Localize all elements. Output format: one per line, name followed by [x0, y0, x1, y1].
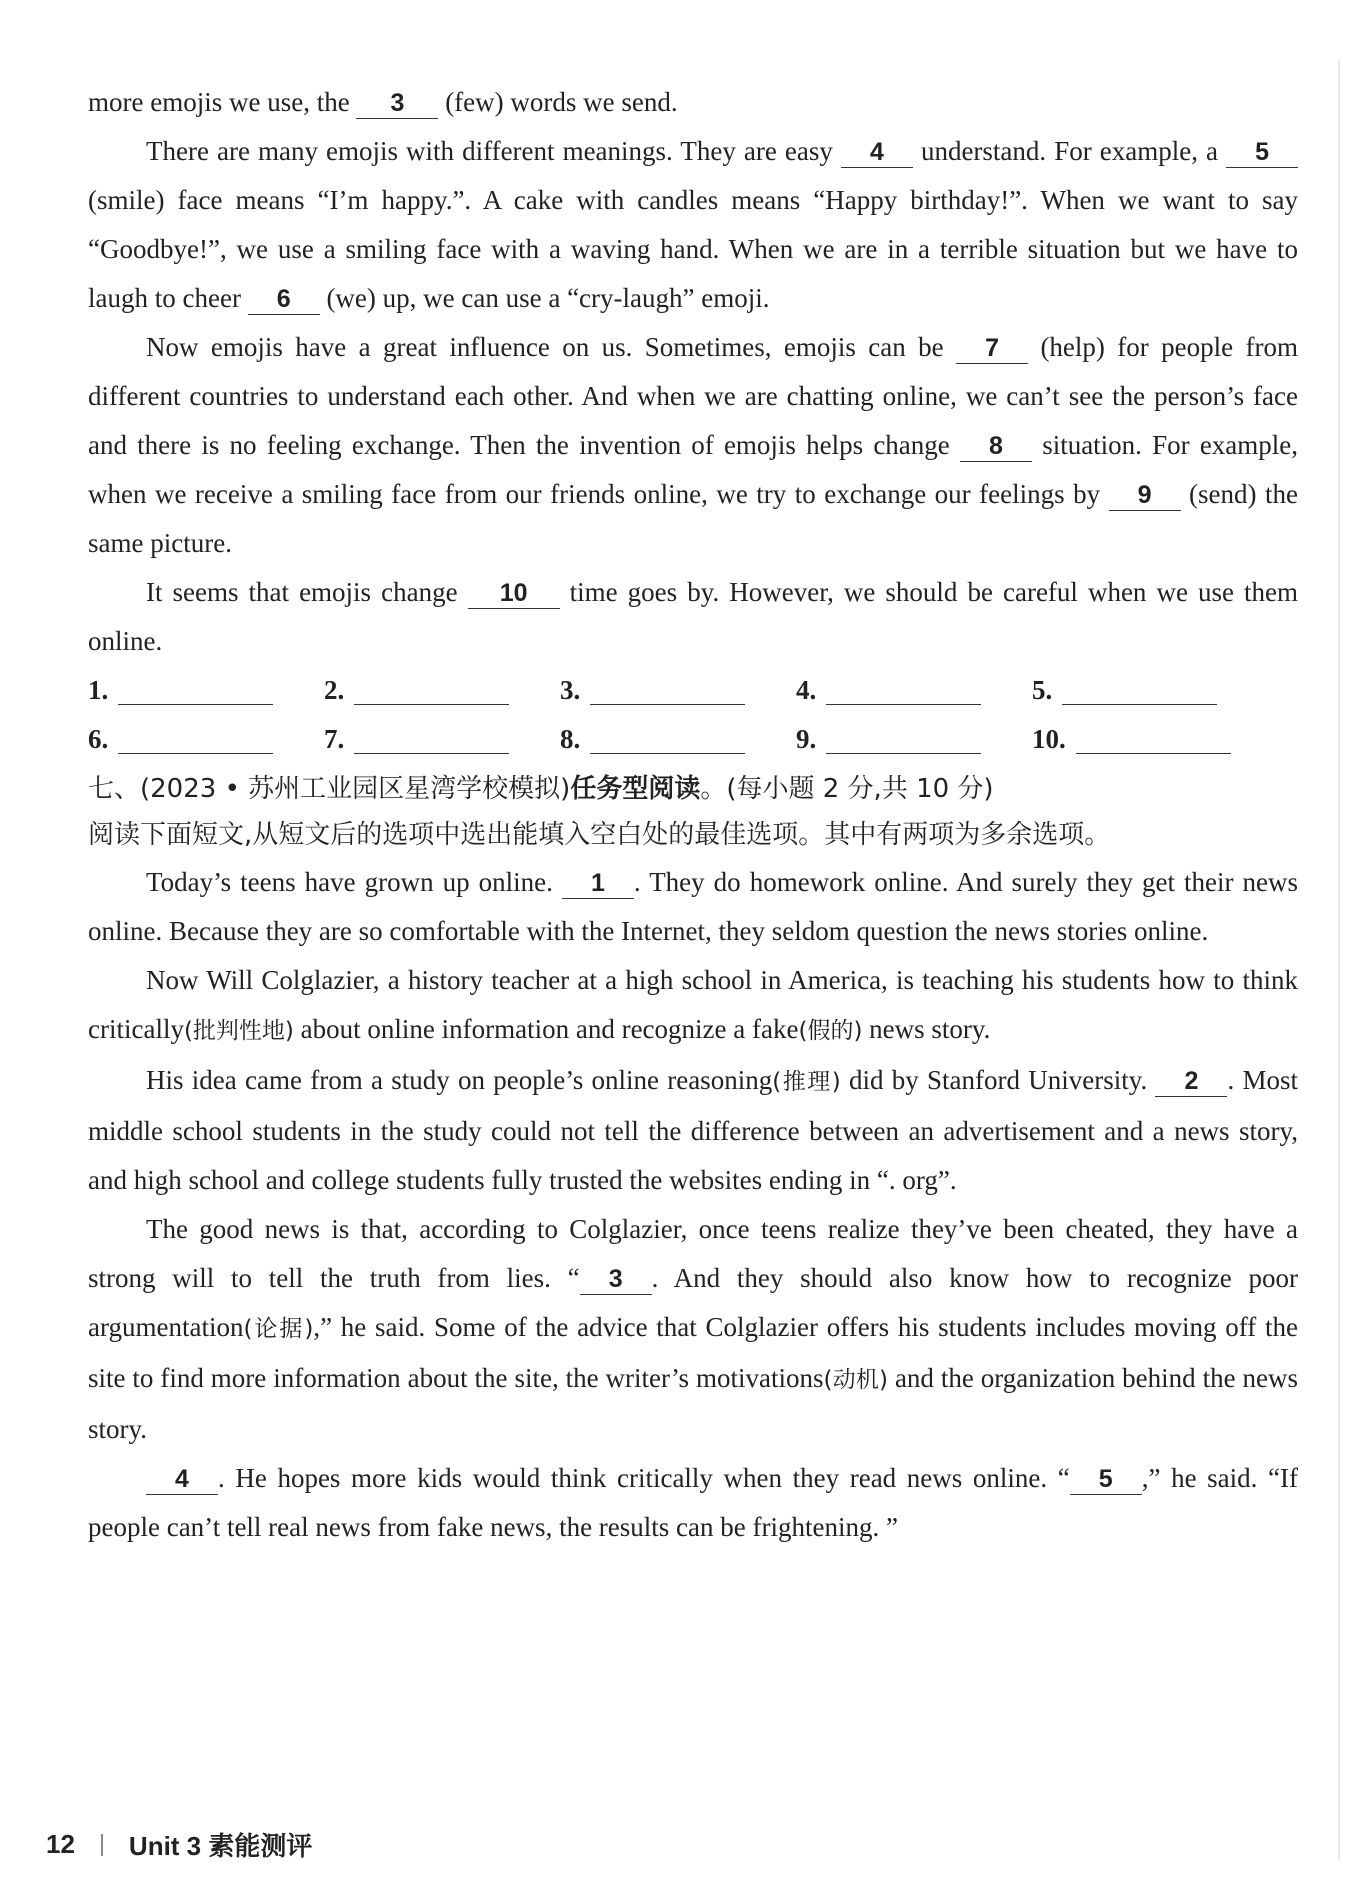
- chinese-gloss: (假的): [798, 1018, 863, 1044]
- answer-slot[interactable]: [560, 715, 796, 764]
- paragraph-7-4: [88, 1205, 1298, 1454]
- text: (help) for people from different countries to understand each other. And when we are chatting online, we can’t see the person’s face and there is no feeling exchange. Then the invention of emojis helps change: [88, 332, 1299, 460]
- paragraph-6-3: [88, 323, 1298, 568]
- section-title-prefix: 七、(2023 • 苏州工业园区星湾学校模拟): [88, 774, 571, 804]
- text: understand. For example, a: [920, 136, 1218, 166]
- answer-line[interactable]: [1076, 723, 1231, 754]
- text: Now Will Colglazier, a history teacher at a high school in America, is teaching his students how to think critically: [88, 965, 1298, 1044]
- chinese-gloss: (推理): [772, 1069, 841, 1095]
- answer-slot[interactable]: [1032, 666, 1268, 715]
- answer-line[interactable]: [118, 674, 273, 705]
- footer-divider: [101, 1834, 103, 1856]
- answer-label: 6.: [88, 724, 109, 754]
- answer-line[interactable]: [354, 674, 509, 705]
- chinese-gloss: (论据): [243, 1316, 314, 1342]
- answer-slot[interactable]: [88, 715, 324, 764]
- blank-6-8: 8: [960, 431, 1032, 462]
- paragraph-7-3: [88, 1056, 1298, 1205]
- chinese-gloss: (批判性地): [183, 1018, 294, 1044]
- answer-label: 5.: [1032, 675, 1053, 705]
- text: (few) words we send.: [445, 87, 678, 117]
- blank-7-3: 3: [580, 1264, 652, 1295]
- answer-line[interactable]: [826, 723, 981, 754]
- text: It seems that emojis change: [146, 577, 458, 607]
- text: time goes by. However, we should be careful when we use them online.: [88, 577, 1299, 656]
- text: . He hopes more kids would think critically when they read news online. “: [218, 1463, 1070, 1493]
- text: The good news is that, according to Colglazier, once teens realize they’ve been cheated, they have a strong will to tell the truth from lies. “: [88, 1214, 1298, 1293]
- text: Today’s teens have grown up online.: [146, 867, 553, 897]
- answer-line[interactable]: [826, 674, 981, 705]
- text: (smile) face means “I’m happy.”. A cake with candles means “Happy birthday!”. When we want to say “Goodbye!”, we use a smiling face with a waving hand. When we are in a terrible situation but we have to laugh to cheer: [88, 185, 1298, 313]
- section-7-instruction: 阅读下面短文,从短文后的选项中选出能填入空白处的最佳选项。其中有两项为多余选项。: [88, 820, 1111, 850]
- blank-7-1: 1: [562, 868, 634, 899]
- answer-label: 4.: [796, 675, 817, 705]
- text: (send) the same picture.: [88, 479, 1298, 558]
- answer-row-2: [88, 715, 1298, 764]
- text: . They do homework online. And surely they get their news online. Because they are so comfortable with the Internet, they seldom question the news stories online.: [88, 867, 1298, 946]
- answer-slot[interactable]: [324, 666, 560, 715]
- answer-slot[interactable]: [324, 715, 560, 764]
- paragraph-7-1: [88, 858, 1298, 956]
- unit-label: Unit 3 素能测评: [128, 1831, 313, 1861]
- answer-label: 8.: [560, 724, 581, 754]
- text: more emojis we use, the: [88, 87, 350, 117]
- section-title-bold: 任务型阅读: [570, 774, 701, 804]
- paragraph-7-2: [88, 956, 1298, 1056]
- answer-slot[interactable]: [560, 666, 796, 715]
- blank-6-10: 10: [468, 578, 560, 609]
- paragraph-6-1: [88, 78, 1298, 127]
- blank-7-2: 2: [1155, 1066, 1227, 1097]
- paragraph-6-4: [88, 568, 1298, 666]
- text: about online information and recognize a fake: [300, 1014, 799, 1044]
- answer-slot[interactable]: [796, 666, 1032, 715]
- text: news story.: [869, 1014, 991, 1044]
- answer-line[interactable]: [590, 723, 745, 754]
- text: ,” he said. “If people can’t tell real news from fake news, the results can be frightening. ”: [88, 1463, 1298, 1542]
- text: There are many emojis with different meanings. They are easy: [146, 136, 833, 166]
- text: Now emojis have a great influence on us. Sometimes, emojis can be: [146, 332, 944, 362]
- paragraph-6-2: [88, 127, 1298, 323]
- blank-7-4: 4: [146, 1464, 218, 1495]
- text: . Most middle school students in the study could not tell the difference between an advertisement and a news story, and high school and college students fully trusted the websites ending in “. org”.: [88, 1065, 1299, 1195]
- text: did by Stanford University.: [848, 1065, 1148, 1095]
- content: [88, 78, 1298, 1552]
- answer-row-1: [88, 666, 1298, 715]
- blank-6-5: 5: [1226, 137, 1298, 168]
- paragraph-7-5: [88, 1454, 1298, 1552]
- answer-line[interactable]: [118, 723, 273, 754]
- blank-6-3: 3: [356, 88, 438, 119]
- chinese-gloss: (动机): [823, 1367, 888, 1393]
- text: ,” he said. Some of the advice that Colglazier offers his students includes moving off the site to find more information about the site, the writer’s motivations: [88, 1312, 1298, 1393]
- text: situation. For example, when we receive a smiling face from our friends online, we try to exchange our feelings by: [88, 430, 1299, 509]
- blank-6-9: 9: [1109, 480, 1181, 511]
- section-7-title: [88, 766, 1298, 812]
- answer-label: 1.: [88, 675, 109, 705]
- answer-line[interactable]: [1062, 674, 1217, 705]
- answer-line[interactable]: [590, 674, 745, 705]
- answer-label: 3.: [560, 675, 581, 705]
- text: (we) up, we can use a “cry-laugh” emoji.: [326, 283, 770, 313]
- page-footer: [46, 1826, 312, 1863]
- page-number: 12: [46, 1829, 75, 1859]
- blank-6-4: 4: [841, 137, 913, 168]
- text: His idea came from a study on people’s online reasoning: [146, 1065, 773, 1095]
- blank-6-7: 7: [956, 333, 1028, 364]
- text: . And they should also know how to recognize poor argumentation: [88, 1263, 1298, 1342]
- answer-slot[interactable]: [796, 715, 1032, 764]
- text: and the organization behind the news story.: [88, 1363, 1299, 1444]
- answer-label: 9.: [796, 724, 817, 754]
- blank-6-6: 6: [248, 284, 320, 315]
- answer-line[interactable]: [354, 723, 509, 754]
- answer-slot[interactable]: [88, 666, 324, 715]
- blank-7-5: 5: [1070, 1464, 1142, 1495]
- answer-slot[interactable]: [1032, 715, 1268, 764]
- page-edge: [1338, 60, 1340, 1860]
- answer-label: 7.: [324, 724, 345, 754]
- section-title-suffix: 。(每小题 2 分,共 10 分): [700, 774, 994, 804]
- answer-label: 2.: [324, 675, 345, 705]
- answer-label: 10.: [1032, 724, 1066, 754]
